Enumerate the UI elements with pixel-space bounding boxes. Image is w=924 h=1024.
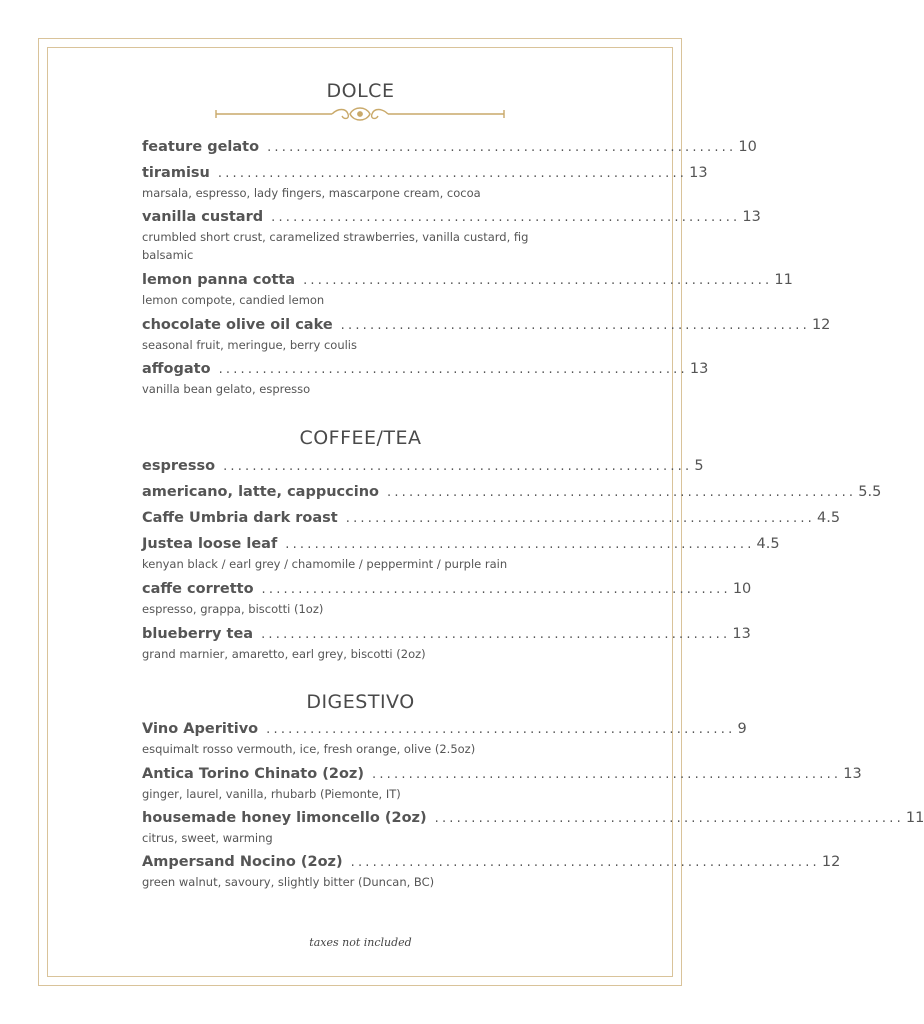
menu-item (142, 359, 709, 398)
menu-item (142, 456, 704, 477)
item-price: 10 (738, 139, 757, 155)
leader-dots: ................................................................ (434, 811, 904, 826)
item-description: citrus, sweet, warming (142, 831, 273, 845)
item-price: 13 (689, 165, 708, 181)
leader-dots: ................................................................ (267, 140, 737, 155)
item-description: grand marnier, amaretto, earl grey, biscotti (2oz) (142, 647, 426, 661)
item-description: ginger, laurel, vanilla, rhubarb (Piemonte, IT) (142, 787, 401, 801)
item-price: 5.5 (858, 484, 882, 500)
item-name: caffe corretto (142, 581, 254, 597)
item-name: lemon panna cotta (142, 272, 296, 288)
menu-item (142, 163, 708, 202)
leader-dots: ................................................................ (340, 318, 810, 333)
menu-item (142, 270, 793, 309)
item-price: 13 (742, 209, 761, 225)
menu-item (142, 207, 761, 264)
item-description: espresso, grappa, biscotti (1oz) (142, 602, 324, 616)
item-price: 13 (732, 626, 751, 642)
item-name: Justea loose leaf (142, 536, 278, 552)
leader-dots: ................................................................ (371, 767, 842, 782)
item-price: 13 (843, 766, 862, 782)
item-description: seasonal fruit, meringue, berry coulis (142, 338, 357, 352)
item-name: housemade honey limoncello (2oz) (142, 810, 427, 826)
item-description: esquimalt rosso vermouth, ice, fresh orange, olive (2.5oz) (142, 742, 476, 756)
menu-item (142, 852, 841, 891)
item-price: 11 (774, 272, 793, 288)
item-description: vanilla bean gelato, espresso (142, 382, 311, 396)
item-price: 5 (694, 458, 704, 474)
menu-item (142, 624, 751, 663)
leader-dots: ................................................................ (217, 166, 688, 181)
item-name: vanilla custard (142, 209, 264, 225)
item-price: 12 (811, 317, 831, 333)
section-title-coffee-tea: COFFEE/TEA (299, 427, 422, 449)
item-price: 10 (732, 581, 752, 597)
item-price: 4.5 (756, 536, 780, 552)
menu-item (142, 508, 841, 529)
menu-item (142, 137, 757, 158)
item-name: affogato (142, 361, 211, 377)
item-name: Vino Aperitivo (142, 721, 259, 737)
item-name: blueberry tea (142, 626, 254, 642)
item-description: crumbled short crust, caramelized strawberries, vanilla custard, fig balsamic (142, 230, 529, 262)
leader-dots: ................................................................ (345, 511, 816, 526)
leader-dots: ................................................................ (350, 855, 820, 870)
item-name: chocolate olive oil cake (142, 317, 333, 333)
item-price: 4.5 (817, 510, 841, 526)
taxes-note: taxes not included (309, 936, 412, 949)
item-price: 13 (689, 361, 709, 377)
leader-dots: ................................................................ (218, 362, 688, 377)
menu-item (142, 808, 924, 847)
item-name: Antica Torino Chinato (2oz) (142, 766, 364, 782)
menu-item (142, 315, 831, 354)
item-description: lemon compote, candied lemon (142, 293, 325, 307)
leader-dots: ................................................................ (266, 722, 736, 737)
menu-item (142, 719, 747, 758)
menu-item (142, 764, 862, 803)
item-name: Ampersand Nocino (2oz) (142, 854, 343, 870)
leader-dots: ................................................................ (303, 273, 773, 288)
leader-dots: ................................................................ (271, 210, 741, 225)
item-name: espresso (142, 458, 216, 474)
item-name: tiramisu (142, 165, 210, 181)
item-price: 11 (905, 810, 924, 826)
section-title-dolce: DOLCE (326, 80, 395, 102)
item-name: americano, latte, cappuccino (142, 484, 379, 500)
ornament-divider-icon (212, 104, 508, 124)
section-title-digestivo: DIGESTIVO (306, 691, 415, 713)
item-description: kenyan black / earl grey / chamomile / peppermint / purple rain (142, 557, 508, 571)
menu-item (142, 579, 752, 618)
item-description: green walnut, savoury, slightly bitter (Duncan, BC) (142, 875, 435, 889)
menu-item (142, 482, 882, 503)
item-name: Caffe Umbria dark roast (142, 510, 338, 526)
leader-dots: ................................................................ (223, 459, 693, 474)
leader-dots: ................................................................ (261, 627, 731, 642)
leader-dots: ................................................................ (285, 537, 755, 552)
item-name: feature gelato (142, 139, 260, 155)
item-description: marsala, espresso, lady fingers, mascarpone cream, cocoa (142, 186, 481, 200)
item-price: 12 (821, 854, 841, 870)
item-price: 9 (737, 721, 747, 737)
leader-dots: ................................................................ (386, 485, 857, 500)
menu-item (142, 534, 780, 573)
leader-dots: ................................................................ (261, 582, 731, 597)
